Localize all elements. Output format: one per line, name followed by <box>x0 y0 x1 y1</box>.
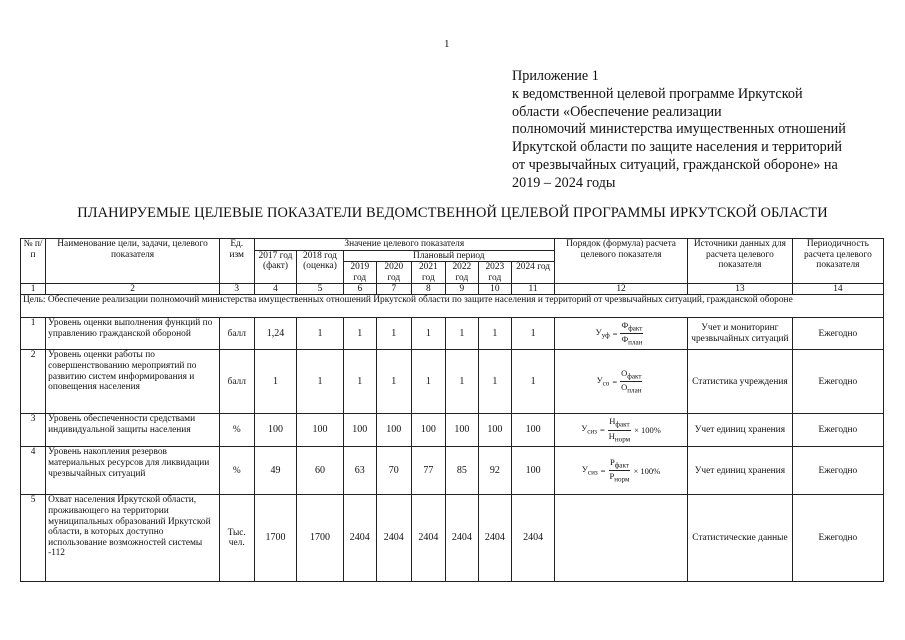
header-year: 2024 год <box>512 262 555 284</box>
indicator-value: 100 <box>446 414 478 447</box>
indicator-value: 1,24 <box>254 318 297 350</box>
appendix-line: 2019 – 2024 годы <box>512 174 616 191</box>
indicator-value: 100 <box>411 414 446 447</box>
formula-fraction: $\frac{Н_{факт}}{Н_{норм}}$ <box>608 416 631 444</box>
column-number: 3 <box>219 284 254 295</box>
formula-suffix: × 100% <box>634 425 661 436</box>
header-sources: Источники данных для расчета целевого показателя <box>688 239 793 284</box>
indicator-row <box>21 350 884 414</box>
indicator-unit: балл <box>219 350 254 414</box>
column-number: 9 <box>446 284 478 295</box>
header-row <box>21 239 884 251</box>
column-number: 6 <box>343 284 377 295</box>
formula-expression: $У_{со}$ = $\frac{О_{факт}}{О_{план}}$ <box>596 367 642 396</box>
indicator-value: 60 <box>297 447 343 495</box>
indicator-name: Уровень оценки выполнения функций по управлению гражданской обороной <box>46 318 220 350</box>
appendix-line: полномочий министерства имущественных отношений <box>512 121 846 138</box>
data-source: Учет единиц хранения <box>688 447 793 495</box>
header-value-group: Значение целевого показателя <box>254 239 555 251</box>
data-source: Статистические данные <box>688 495 793 582</box>
appendix-line: Приложение 1 <box>512 68 599 84</box>
header-year: 2020 год <box>377 262 412 284</box>
indicator-value: 2404 <box>478 495 512 582</box>
periodicity: Ежегодно <box>792 350 883 414</box>
indicator-value: 1 <box>512 318 555 350</box>
indicator-value: 85 <box>446 447 478 495</box>
indicator-value: 1 <box>343 318 377 350</box>
indicator-value: 1 <box>377 350 412 414</box>
periodicity: Ежегодно <box>792 318 883 350</box>
indicator-value: 100 <box>343 414 377 447</box>
indicator-unit: % <box>219 414 254 447</box>
column-number: 4 <box>254 284 297 295</box>
header-unit: Ед. изм <box>219 239 254 284</box>
column-number: 13 <box>688 284 793 295</box>
header-2018: 2018 год (оценка) <box>297 250 343 284</box>
indicator-unit: балл <box>219 318 254 350</box>
header-2017: 2017 год (факт) <box>254 250 297 284</box>
indicator-value: 70 <box>377 447 412 495</box>
indicator-unit: % <box>219 447 254 495</box>
appendix-block <box>512 68 897 193</box>
periodicity: Ежегодно <box>792 414 883 447</box>
goal-row <box>21 295 884 318</box>
indicator-value: 77 <box>411 447 446 495</box>
indicator-formula <box>555 495 688 582</box>
goal-text: Цель: Обеспечение реализации полномочий министерства имущественных отношений Иркутской области по защите населения и территорий от чрезвычайных ситуаций, гражданской обороне <box>21 295 884 318</box>
indicator-name: Уровень накопления резервов материальных ресурсов для ликвидации чрезвычайных ситуаций <box>46 447 220 495</box>
header-name: Наименование цели, задачи, целевого показателя <box>46 239 220 284</box>
indicator-value: 1 <box>478 350 512 414</box>
header-year: 2019 год <box>343 262 377 284</box>
periodicity: Ежегодно <box>792 495 883 582</box>
header-year: 2021 год <box>411 262 446 284</box>
indicator-value: 63 <box>343 447 377 495</box>
data-source: Учет единиц хранения <box>688 414 793 447</box>
row-number: 1 <box>21 318 46 350</box>
indicator-row <box>21 318 884 350</box>
indicator-name: Уровень оценки работы по совершенствованию мероприятий по развитию систем информирования и оповещения населения <box>46 350 220 414</box>
indicator-row <box>21 495 884 582</box>
row-number: 4 <box>21 447 46 495</box>
page-number: 1 <box>444 38 450 50</box>
indicator-value: 2404 <box>377 495 412 582</box>
indicator-value: 100 <box>377 414 412 447</box>
indicator-value: 1 <box>512 350 555 414</box>
indicator-formula <box>555 447 688 495</box>
column-number: 14 <box>792 284 883 295</box>
indicator-value: 100 <box>512 447 555 495</box>
header-planned-period: Плановый период <box>343 250 555 262</box>
indicator-value: 1 <box>478 318 512 350</box>
column-number: 12 <box>555 284 688 295</box>
indicator-value: 1700 <box>297 495 343 582</box>
appendix-line: области «Обеспечение реализации <box>512 103 722 120</box>
column-number: 11 <box>512 284 555 295</box>
appendix-line: от чрезвычайных ситуаций, гражданской обороне» на <box>512 156 838 173</box>
formula-fraction: $\frac{О_{факт}}{О_{план}}$ <box>621 367 642 396</box>
formula-fraction: $\frac{Р_{факт}}{Р_{норм}}$ <box>609 456 630 485</box>
column-number: 8 <box>411 284 446 295</box>
column-number: 5 <box>297 284 343 295</box>
formula-lhs: $У_{сиз}$ <box>581 423 597 436</box>
indicator-value: 1700 <box>254 495 297 582</box>
formula-expression: $У_{уф}$ = $\frac{Ф_{факт}}{Ф_{план}}$ <box>595 319 643 348</box>
formula-lhs: $У_{со}$ <box>596 374 610 388</box>
row-number: 3 <box>21 414 46 447</box>
formula-suffix: × 100% <box>633 465 661 476</box>
formula-expression: $У_{сиз}$ = $\frac{Р_{факт}}{Р_{норм}}$ × 100% <box>581 456 661 485</box>
indicator-value: 100 <box>297 414 343 447</box>
appendix-line: к ведомственной целевой программе Иркутской <box>512 85 803 102</box>
document-title: ПЛАНИРУЕМЫЕ ЦЕЛЕВЫЕ ПОКАЗАТЕЛИ ВЕДОМСТВЕННОЙ ЦЕЛЕВОЙ ПРОГРАММЫ ИРКУТСКОЙ ОБЛАСТИ <box>77 205 828 221</box>
header-num: № п/п <box>21 239 46 284</box>
indicators-table <box>20 238 884 582</box>
header-year: 2023 год <box>478 262 512 284</box>
column-number: 7 <box>377 284 412 295</box>
row-number: 2 <box>21 350 46 414</box>
indicator-value: 49 <box>254 447 297 495</box>
indicator-value: 2404 <box>411 495 446 582</box>
indicator-value: 1 <box>411 318 446 350</box>
indicator-name: Уровень обеспеченности средствами индивидуальной защиты населения <box>46 414 220 447</box>
indicator-formula <box>555 414 688 447</box>
formula-lhs: $У_{сиз}$ <box>581 463 598 477</box>
formula-expression: $У_{сиз}$ = $\frac{Н_{факт}}{Н_{норм}}$ × 100% <box>581 416 661 444</box>
indicator-value: 1 <box>297 350 343 414</box>
indicator-formula <box>555 350 688 414</box>
row-number: 5 <box>21 495 46 582</box>
indicator-value: 1 <box>297 318 343 350</box>
indicator-value: 100 <box>512 414 555 447</box>
data-source: Статистика учреждения <box>688 350 793 414</box>
indicator-value: 2404 <box>446 495 478 582</box>
column-number: 1 <box>21 284 46 295</box>
indicator-name: Охват населения Иркутской области, проживающего на территории муниципальных образований Иркутской области, в которых доступно использование возможностей системы -112 <box>46 495 220 582</box>
indicator-value: 1 <box>446 318 478 350</box>
indicator-value: 1 <box>343 350 377 414</box>
formula-fraction: $\frac{Ф_{факт}}{Ф_{план}}$ <box>621 319 643 348</box>
indicator-value: 1 <box>411 350 446 414</box>
indicator-value: 2404 <box>343 495 377 582</box>
indicator-value: 2404 <box>512 495 555 582</box>
header-year: 2022 год <box>446 262 478 284</box>
indicator-value: 1 <box>377 318 412 350</box>
column-number: 2 <box>46 284 220 295</box>
indicator-value: 1 <box>254 350 297 414</box>
indicator-value: 100 <box>478 414 512 447</box>
indicator-row <box>21 414 884 447</box>
column-number: 10 <box>478 284 512 295</box>
periodicity: Ежегодно <box>792 447 883 495</box>
indicator-row <box>21 447 884 495</box>
indicator-formula <box>555 318 688 350</box>
formula-lhs: $У_{уф}$ <box>595 326 610 340</box>
column-number-row <box>21 284 884 295</box>
indicator-value: 100 <box>254 414 297 447</box>
indicator-value: 1 <box>446 350 478 414</box>
header-periodicity: Периодичность расчета целевого показателя <box>792 239 883 284</box>
indicator-unit: Тыс. чел. <box>219 495 254 582</box>
appendix-line: Иркутской области по защите населения и территорий <box>512 139 842 156</box>
header-formula: Порядок (формула) расчета целевого показателя <box>555 239 688 284</box>
data-source: Учет и мониторинг чрезвычайных ситуаций <box>688 318 793 350</box>
indicator-value: 92 <box>478 447 512 495</box>
